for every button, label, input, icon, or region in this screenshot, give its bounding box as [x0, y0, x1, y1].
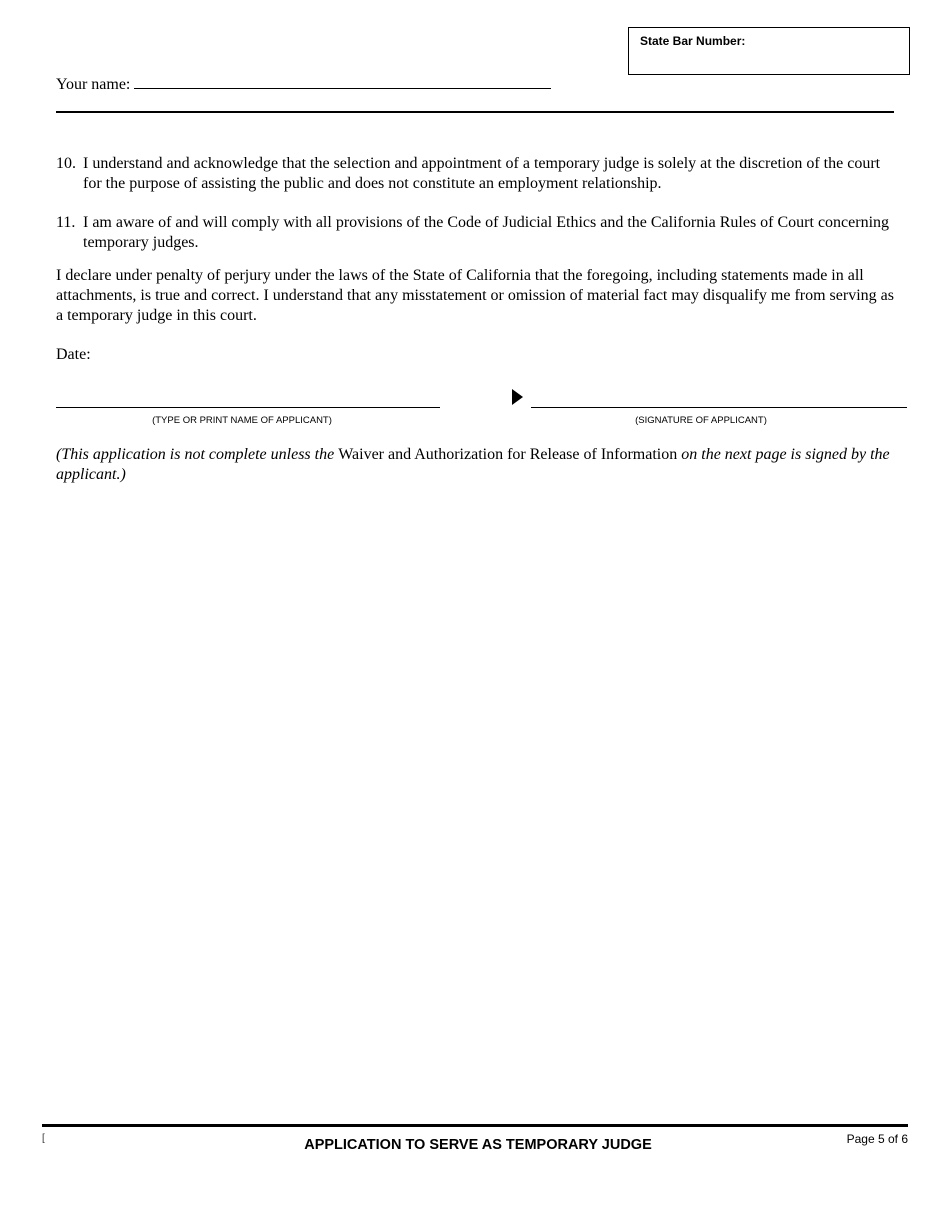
item-text: I am aware of and will comply with all provisions of the Code of Judicial Ethics and the California Rules of Court concerning temporary judges. — [83, 214, 890, 251]
your-name-label: Your name: — [56, 76, 131, 93]
note-text-part1: (This application is not complete unless the — [56, 446, 339, 463]
item-number: 11. — [56, 214, 76, 231]
declaration-paragraph: I declare under penalty of perjury under the laws of the State of California that the foregoing, including statements made in all attachments, is true and correct. I understand that any misstatement or omission of material fact may disqualify me from serving as a temporary judge in this court. — [56, 267, 894, 324]
state-bar-number-box[interactable] — [628, 27, 910, 75]
page-number: Page 5 of 6 — [846, 1132, 908, 1146]
applicant-name-caption: (TYPE OR PRINT NAME OF APPLICANT) — [152, 415, 332, 426]
list-item — [56, 154, 902, 194]
your-name-field[interactable] — [56, 74, 551, 95]
note-text-part3: on the next page is signed by the applicant.) — [56, 446, 890, 483]
header-divider — [56, 111, 894, 113]
footer-title: APPLICATION TO SERVE AS TEMPORARY JUDGE — [304, 1137, 652, 1153]
footer-divider — [42, 1124, 908, 1127]
date-label: Date: — [56, 346, 91, 363]
your-name-line[interactable] — [134, 74, 551, 89]
applicant-signature-caption: (SIGNATURE OF APPLICANT) — [635, 415, 767, 426]
completion-note — [56, 445, 908, 485]
item-text: I understand and acknowledge that the selection and appointment of a temporary judge is solely at the discretion of the court for the purpose of assisting the public and does not constitute an employment relationship. — [83, 155, 881, 192]
applicant-signature-line[interactable] — [531, 407, 907, 408]
footer-form-mark: [ — [42, 1133, 45, 1144]
state-bar-number-label: State Bar Number: — [640, 34, 746, 48]
note-form-title: Waiver and Authorization for Release of Information — [338, 446, 678, 463]
applicant-name-line[interactable] — [56, 407, 440, 408]
list-item — [56, 213, 902, 253]
item-number: 10. — [56, 155, 76, 172]
sign-here-arrow-icon — [512, 389, 523, 405]
